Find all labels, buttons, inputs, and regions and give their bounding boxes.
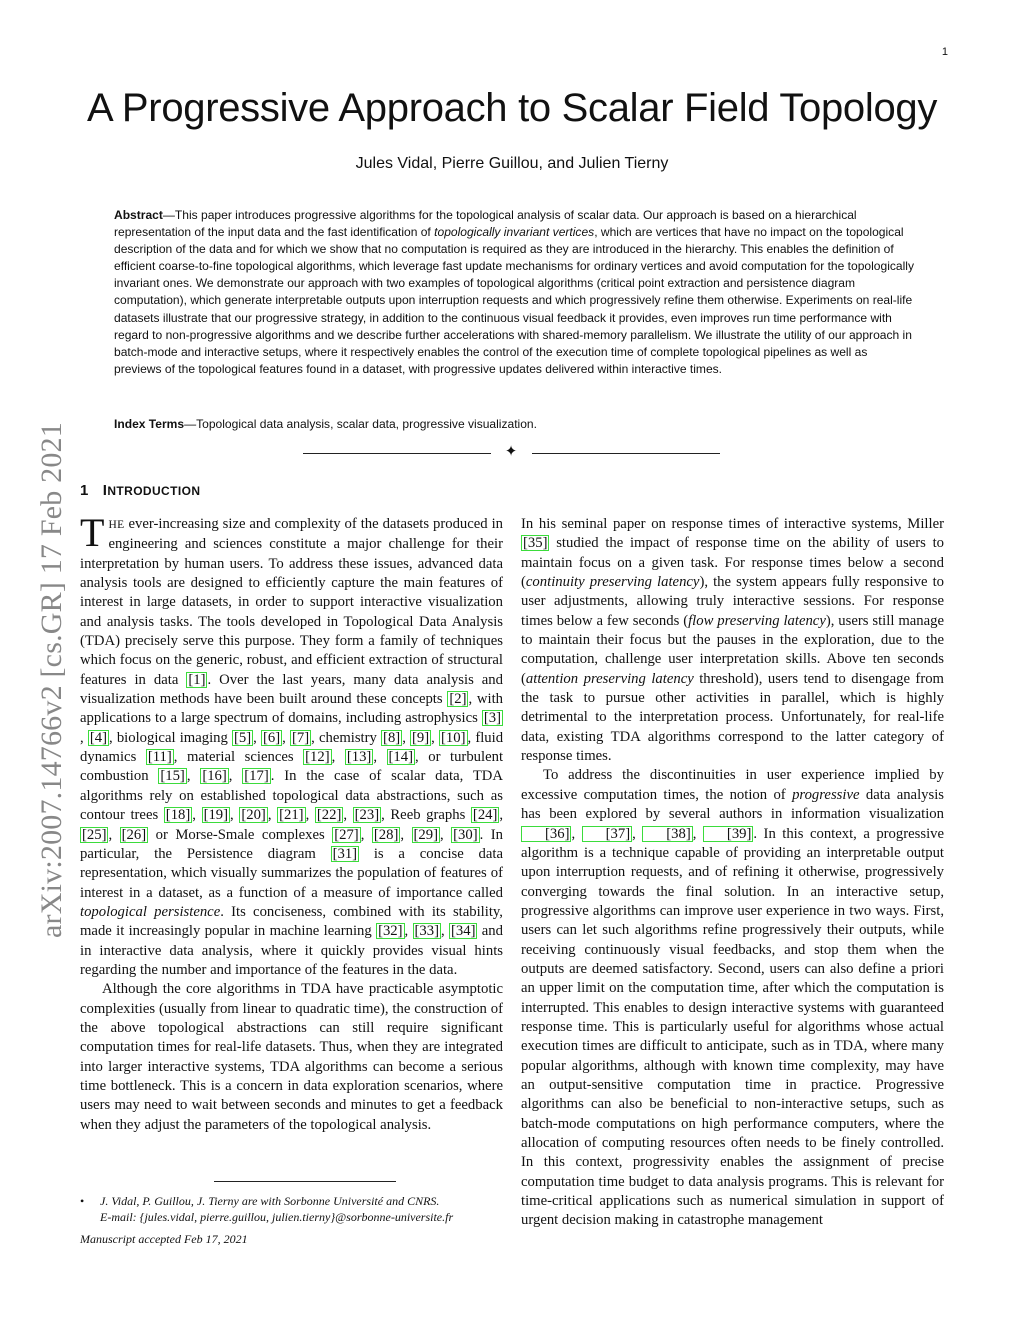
citation-link[interactable]: [26] — [121, 826, 147, 843]
citation-link[interactable]: [22] — [316, 807, 342, 824]
abstract — [114, 207, 914, 378]
intro-paragraph-1 — [80, 510, 504, 980]
body-text: , biological imaging — [108, 729, 233, 746]
citation-link[interactable]: [32] — [378, 923, 403, 940]
body-text: , — [305, 807, 315, 824]
body-text: , — [331, 749, 345, 766]
body-text: , — [402, 729, 411, 746]
intro-paragraph-1-emphasis: topological persistence — [80, 903, 221, 920]
dropcap-letter: T — [80, 510, 105, 555]
citation-link[interactable]: [27] — [334, 826, 359, 843]
body-text: , — [253, 729, 261, 746]
intro-paragraph-4-start: To address the discontinuities in user experience implied by excessive computation times, the notion of — [521, 767, 944, 803]
footnote-rule — [214, 1181, 396, 1182]
citation-link[interactable]: [16] — [202, 768, 227, 785]
citation-link[interactable]: [10] — [441, 729, 466, 746]
citation-link[interactable]: [29] — [413, 826, 438, 843]
citation-link[interactable]: [12] — [305, 749, 330, 766]
citation-link[interactable]: [31] — [332, 845, 358, 862]
body-text: , — [499, 807, 504, 824]
body-text: ever-increasing size and complexity of the datasets produced in engineering and sciences constitute a major challenge for their interpretation by human users. To address these issues, advanced data analysis tools are designed to efficiently capture the main features of interest in large datasets, in order to support interactive visualization and analysis tasks. The tools developed in Topological Data Analysis (TDA) precisely serve this purpose. They form a family of techniques which focus on the generic, robust, and efficient extraction of structural features in data — [80, 516, 503, 688]
body-text: , — [441, 923, 449, 940]
intro-paragraph-4-body — [521, 787, 944, 1229]
left-column — [80, 510, 504, 1135]
body-text: . Its conciseness, combined with its stability, made it increasingly popular in machine learning — [80, 903, 503, 940]
intro-paragraph-3-end: threshold), users tend to disengage from the task to pursue other activities in parallel, which is highly detrimental to the interpretation process. Unfortunately, for real-life data, existing TDA algorithms correspond to the latter category of response times. — [521, 670, 944, 765]
intro-paragraph-4 — [521, 766, 944, 1230]
body-text: , material sciences — [173, 749, 304, 766]
index-terms-text: Topological data analysis, scalar data, progressive visualization. — [196, 417, 537, 431]
body-text: , — [230, 807, 240, 824]
body-text: , Reeb graphs — [381, 807, 471, 824]
progressive-term: progressive — [792, 786, 860, 803]
index-terms-dash: — — [184, 417, 197, 431]
body-text: or Morse-Smale complexes — [148, 826, 333, 843]
section-title-rest: NTRODUCTION — [107, 484, 201, 498]
footnote-text — [100, 1193, 510, 1225]
citation-link[interactable]: [2] — [449, 691, 467, 708]
citation-link[interactable]: [34] — [451, 923, 476, 940]
citation-link[interactable]: [24] — [472, 807, 498, 824]
arxiv-identifier-stamp[interactable]: arXiv:2007.14766v2 [cs.GR] 17 Feb 2021 — [35, 422, 68, 938]
dropcap-lead: HE — [108, 519, 125, 531]
paper-title: A Progressive Approach to Scalar Field Topology — [86, 86, 938, 130]
citation-link[interactable]: [36] — [521, 826, 571, 842]
right-column — [521, 515, 944, 1231]
citation-link[interactable]: [13] — [346, 749, 372, 766]
section-number: 1 — [80, 482, 89, 499]
body-text: , chemistry — [311, 729, 382, 746]
citation-link[interactable]: [1] — [188, 671, 206, 688]
citation-link[interactable]: [25] — [82, 826, 107, 843]
citation-link[interactable]: [38] — [642, 826, 692, 842]
author-list: Jules Vidal, Pierre Guillou, and Julien Tierny — [355, 155, 669, 172]
body-text: In his seminal paper on response times of interactive systems, Miller — [521, 516, 944, 532]
body-text: , — [108, 826, 120, 843]
citation-link[interactable]: [19] — [203, 807, 229, 824]
body-text: , — [632, 825, 643, 842]
body-text: , — [228, 768, 243, 785]
body-text: , fluid dynamics — [80, 729, 504, 766]
citation-link[interactable]: [6] — [263, 729, 281, 746]
citation-link[interactable]: [35] — [523, 535, 548, 552]
body-text: , — [360, 826, 372, 843]
citation-link[interactable]: [39] — [703, 826, 753, 842]
body-text: , — [373, 749, 387, 766]
body-text: , — [571, 825, 582, 842]
body-text: , — [267, 807, 278, 824]
body-text: , — [692, 825, 703, 842]
citation-link[interactable]: [11] — [147, 749, 172, 766]
body-text: is a concise data representation, which visually summarizes the population of features of interest in a dataset, as a function of a measure of importance called — [80, 845, 503, 901]
footnote-bullet-icon: • — [80, 1194, 85, 1208]
body-text: , — [439, 826, 452, 843]
body-text: . In particular, the Persistence diagram — [80, 826, 504, 862]
body-text: , — [431, 729, 440, 746]
section-heading — [80, 482, 200, 499]
citation-link[interactable]: [17] — [244, 768, 269, 785]
separator-diamond-icon: ✦ — [504, 444, 518, 460]
citation-link[interactable]: [37] — [582, 826, 632, 842]
citation-link[interactable]: [4] — [89, 729, 107, 746]
body-text: and in interactive data analysis, where it quickly provides visual hints regarding the number and importance of the features in the data. — [80, 923, 503, 978]
body-text: . In this context, a progressive algorithm is a technique capable of providing an interpretable output upon interruption requests, and of refining it otherwise, progressively converging towards the final solution. In an interactive setup, progressive algorithms can improve user experience in two ways. First, users can let such algorithms refine progressively their outputs, while receiving continuously visual feedbacks, and stop them when the outputs are deemed satisfactory. Second, users can also define a priori an upper limit on the computation time, after which the computation is interrupted. This enables to design interactive systems with guaranteed response time. This is particularly useful for algorithms whose actual execution times are difficult to anticipate, such as in TDA, where many popular algorithms, although with known time complexity, may have an output-sensitive computation time in practice. Progressive algorithms can also be beneficial to non-interactive setups, such as batch-mode computations on high performance computers, where the allocation of computing resources often needs to be finely controlled. In this context, progressivity enables the assignment of precise computation time budget to data analysis programs. This is relevant for time-critical applications such as numerical simulation in support of urgent decision making in catastrophe management — [521, 825, 945, 1229]
intro-paragraph-3-mid-1: ), the system appears fully responsive to user adjustments, allowing truly interactive sessions. For response times below a few seconds ( — [521, 574, 944, 629]
citation-link[interactable]: [23] — [354, 807, 380, 824]
page-number: 1 — [941, 46, 948, 58]
index-terms — [114, 416, 914, 433]
abstract-emphasis: topologically invariant vertices — [434, 225, 595, 240]
body-text: , — [186, 768, 201, 785]
body-text: . In the case of scalar data, TDA algorithms rely on established topological data abstractions, such as contour trees — [80, 768, 504, 824]
citation-link[interactable]: [3] — [483, 710, 501, 727]
citation-link[interactable]: [18] — [165, 807, 191, 824]
latency-term-3: attention preserving latency — [525, 670, 694, 687]
separator-rule-right — [532, 453, 720, 454]
body-text: studied the impact of response time on the ability of users to maintain focus on a given task. For response times below a second ( — [521, 535, 944, 591]
citation-link[interactable]: [15] — [160, 768, 185, 785]
body-text: , — [400, 826, 412, 843]
separator-rule-left — [303, 453, 491, 454]
footnote-affiliation: J. Vidal, P. Guillou, J. Tierny are with Sorbonne Université and CNRS. — [100, 1194, 440, 1208]
citation-link[interactable]: [28] — [373, 826, 399, 843]
abstract-text: This paper introduces progressive algorithms for the topological analysis of scalar data. Our approach is based on a hierarchical representation of the input data and the fast identification of — [114, 208, 857, 240]
citation-link[interactable]: [5] — [234, 729, 252, 746]
latency-term-1: continuity preserving latency — [525, 574, 700, 591]
intro-paragraph-1-body — [80, 510, 504, 901]
abstract-text-cont: , which are vertices that have no impact on the topological description of the data and for which we show that no computation is required as they are introduced in the hierarchy. This enables the definition of efficient coarse-to-fine topological algorithms, which leverage fast update mechanisms for ordinary vertices and avoid computation for the topologically invariant ones. We demonstrate our approach with two examples of topological algorithms (critical point extraction and persistence diagram computation), which generate interpretable outputs upon interruption requests and which progressively refine them otherwise. Experiments on real-life datasets illustrate that our progressive strategy, in addition to the continuous visual feedback it provides, even improves run time performance with regard to non-progressive algorithms and we describe further accelerations with shared-memory parallelism. We illustrate the utility of our approach in batch-mode and interactive setups, where it respectively enables the control of the execution time of complete topological pipelines as well as previews of the topological features found in a dataset, with progressive updates delivered within interactive times. — [114, 225, 914, 376]
intro-paragraph-3-mid-2: ), users still manage to maintain their focus but the pauses in the exploration, due to the computation, challenge user interpretation skills. Above ten seconds ( — [521, 612, 944, 687]
intro-paragraph-3 — [521, 515, 944, 766]
citation-link[interactable]: [14] — [388, 749, 414, 766]
citation-link[interactable]: [30] — [453, 826, 478, 843]
abstract-dash: — — [162, 208, 175, 222]
citation-link[interactable]: [33] — [414, 923, 440, 940]
manuscript-note: Manuscript accepted Feb 17, 2021 — [80, 1232, 248, 1246]
body-text: , — [80, 729, 88, 746]
index-terms-label: Index Terms — [114, 417, 185, 431]
citation-link[interactable]: [21] — [279, 807, 304, 824]
body-text: data analysis has been explored by several authors in information visualization — [521, 786, 945, 823]
citation-link[interactable]: [8] — [383, 729, 401, 746]
body-text: , or turbulent combustion — [80, 749, 504, 785]
body-text: , — [404, 923, 413, 940]
latency-term-2: flow preserving latency — [688, 612, 826, 629]
citation-link[interactable]: [7] — [291, 729, 310, 746]
abstract-label: Abstract — [114, 208, 163, 222]
body-text: . Over the last years, many data analysis and visualization methods have been built around these concepts — [80, 671, 503, 708]
affiliation-footnote — [80, 1193, 510, 1225]
body-text: , — [343, 807, 353, 824]
footnote-email[interactable]: E-mail: {jules.vidal, pierre.guillou, julien.tierny}@sorbonne-universite.fr — [100, 1210, 454, 1224]
body-text: , — [282, 729, 290, 746]
intro-paragraph-2: Although the core algorithms in TDA have practicable asymptotic complexities (usually from linear to quadratic time), the construction of the above topological abstractions can still require significant computation times for real-life datasets. Thus, when they are integrated into larger interactive systems, TDA algorithms can become a serious time bottleneck. This is a concern in data exploration scenarios, where users may need to wait between seconds and minutes to get a feedback when they adjust the parameters of the topological analysis. — [80, 981, 503, 1133]
citation-link[interactable]: [9] — [412, 729, 430, 746]
citation-link[interactable]: [20] — [241, 807, 266, 824]
body-text: , with applications to a large spectrum of domains, including astrophysics — [80, 691, 503, 727]
section-title-initial: I — [102, 482, 108, 499]
body-text: , — [192, 807, 202, 824]
